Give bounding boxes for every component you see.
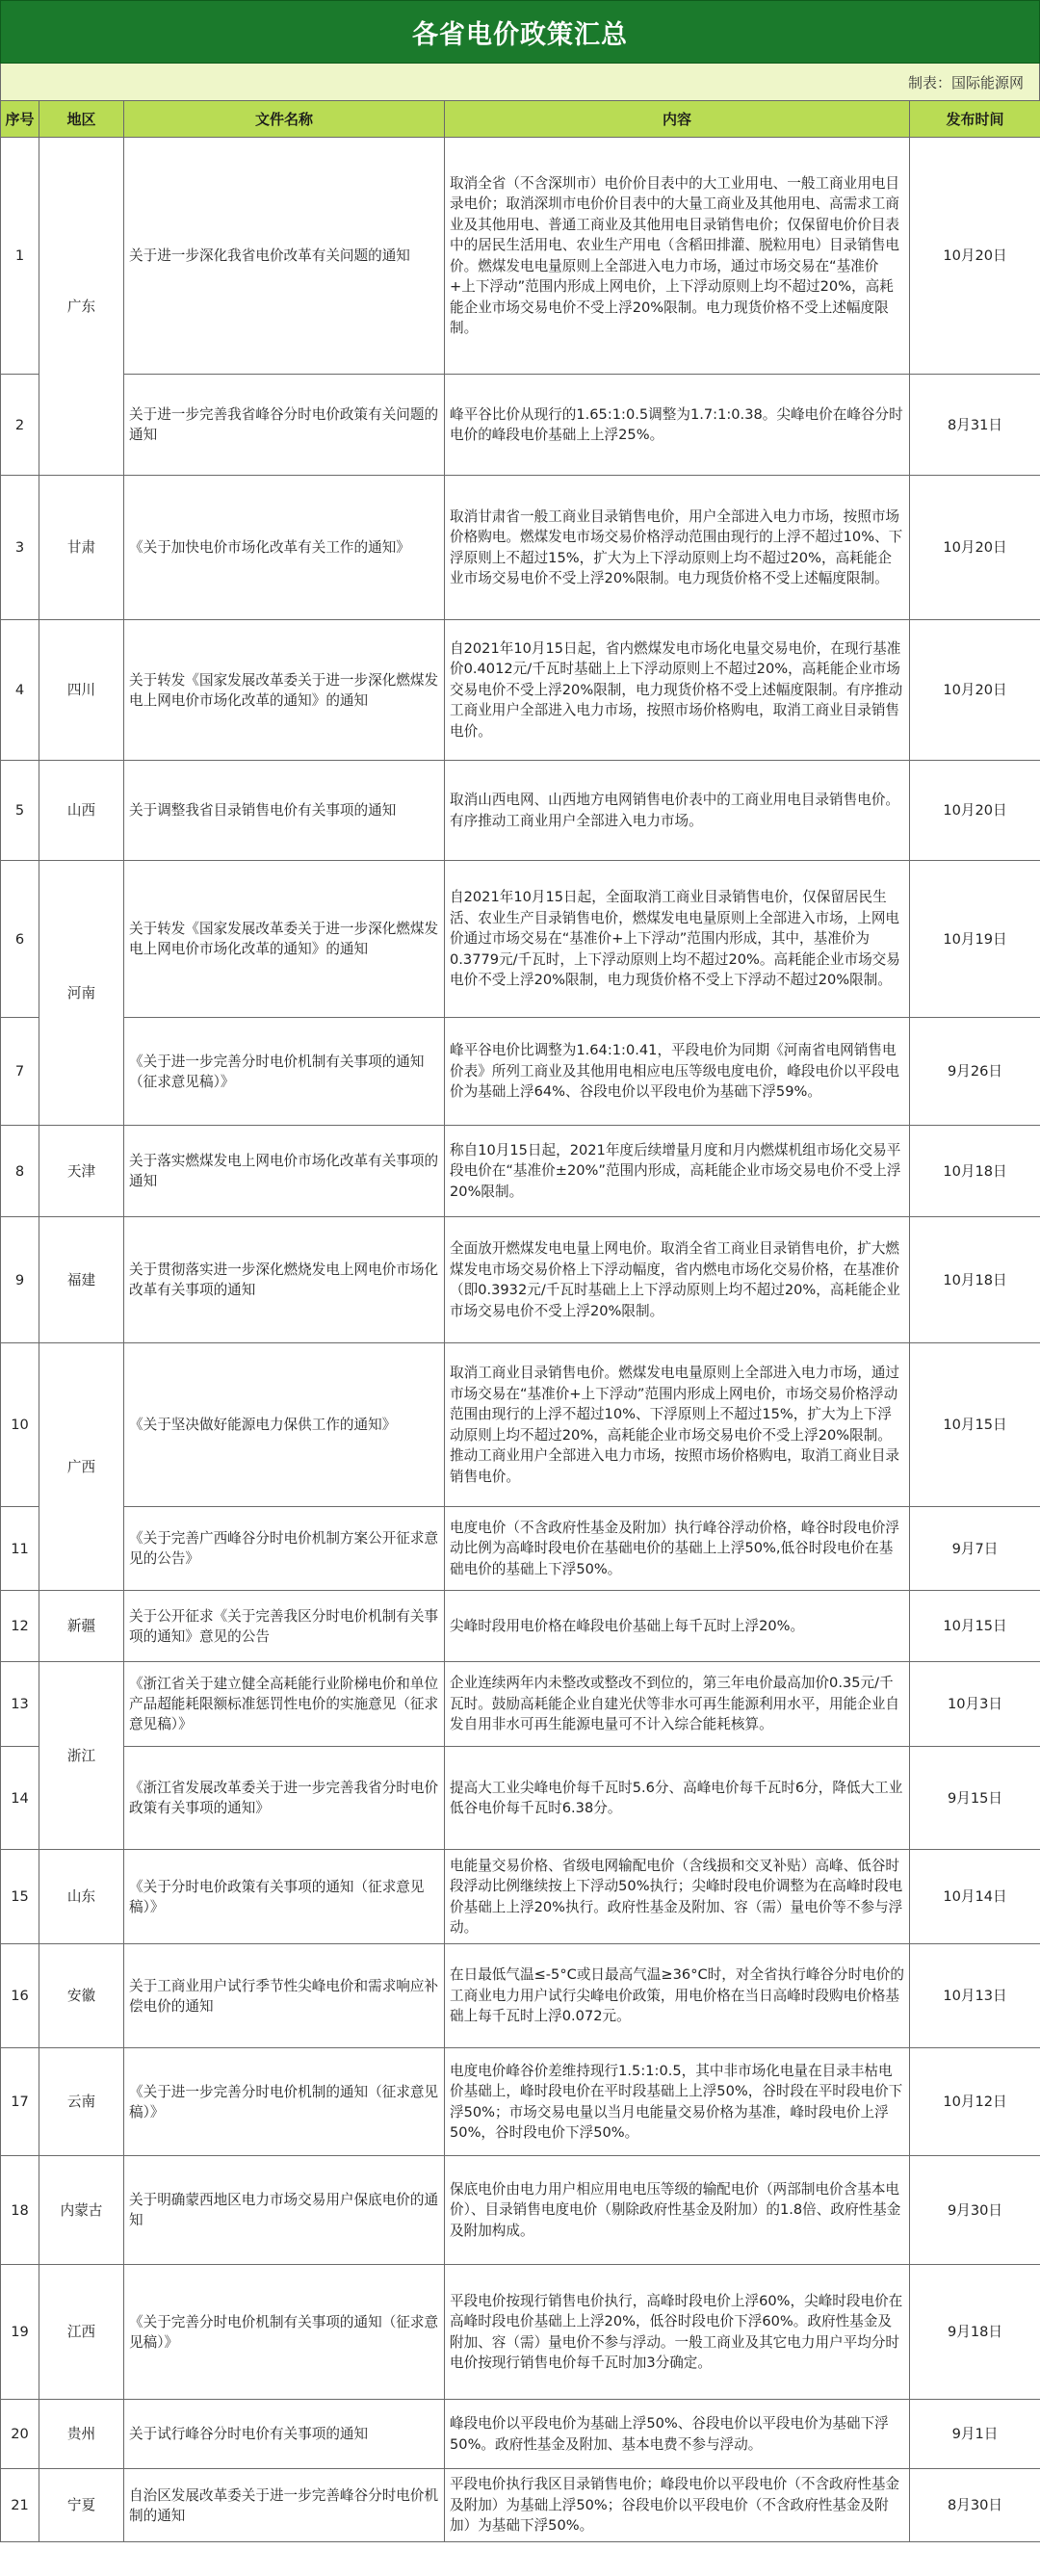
policy-content: 峰段电价以平段电价为基础上浮50%、谷段电价以平段电价为基础下浮50%。政府性基金及附加、基本电费不参与浮动。 — [445, 2400, 910, 2469]
region-cell: 安徽 — [39, 1944, 124, 2048]
region-cell: 福建 — [39, 1217, 124, 1343]
file-name: 《关于分时电价政策有关事项的通知（征求意见稿）》 — [124, 1850, 445, 1944]
row-no: 2 — [1, 375, 39, 476]
table-maker-note — [0, 64, 1040, 100]
table-row — [1, 1747, 1040, 1850]
row-no: 1 — [1, 138, 39, 375]
publish-date: 10月20日 — [910, 761, 1040, 861]
region-cell: 新疆 — [39, 1591, 124, 1662]
file-name: 《关于进一步完善分时电价机制的通知（征求意见稿）》 — [124, 2048, 445, 2156]
row-no: 16 — [1, 1944, 39, 2048]
file-name: 关于公开征求《关于完善我区分时电价机制有关事项的通知》意见的公告 — [124, 1591, 445, 1662]
region-cell: 贵州 — [39, 2400, 124, 2469]
row-no: 17 — [1, 2048, 39, 2156]
row-no: 15 — [1, 1850, 39, 1944]
region-cell: 甘肃 — [39, 476, 124, 620]
publish-date: 10月13日 — [910, 1944, 1040, 2048]
policy-content: 峰平谷比价从现行的1.65:1:0.5调整为1.7:1:0.38。尖峰电价在峰谷分时电价的峰段电价基础上上浮25%。 — [445, 375, 910, 476]
publish-date: 9月1日 — [910, 2400, 1040, 2469]
table-row — [1, 620, 1040, 761]
publish-date: 8月31日 — [910, 375, 1040, 476]
row-no: 21 — [1, 2469, 39, 2542]
publish-date: 10月20日 — [910, 476, 1040, 620]
table-row — [1, 761, 1040, 861]
file-name: 《关于完善广西峰谷分时电价机制方案公开征求意见的公告》 — [124, 1507, 445, 1591]
policy-content: 峰平谷电价比调整为1.64:1:0.41，平段电价为同期《河南省电网销售电价表》所列工商业及其他用电相应电压等级电度电价，峰段电价以平段电价为基础上浮64%、谷段电价以平段电价为基础下浮59%。 — [445, 1018, 910, 1126]
row-no: 10 — [1, 1343, 39, 1507]
table-row — [1, 375, 1040, 476]
file-name: 《关于加快电价市场化改革有关工作的通知》 — [124, 476, 445, 620]
policy-content: 称自10月15日起，2021年度后续增量月度和月内燃煤机组市场化交易平段电价在“基准价±20%”范围内形成，高耗能企业市场交易电价不受上浮20%限制。 — [445, 1126, 910, 1217]
file-name: 关于明确蒙西地区电力市场交易用户保底电价的通知 — [124, 2156, 445, 2265]
table-header-row — [1, 101, 1040, 138]
table-row — [1, 1217, 1040, 1343]
region-cell: 山东 — [39, 1850, 124, 1944]
region-cell: 天津 — [39, 1126, 124, 1217]
file-name: 《浙江省关于建立健全高耗能行业阶梯电价和单位产品超能耗限额标准惩罚性电价的实施意见（征求意见稿）》 — [124, 1662, 445, 1747]
publish-date: 9月26日 — [910, 1018, 1040, 1126]
file-name: 关于工商业用户试行季节性尖峰电价和需求响应补偿电价的通知 — [124, 1944, 445, 2048]
region-cell: 宁夏 — [39, 2469, 124, 2542]
policy-content: 电度电价峰谷价差维持现行1.5:1:0.5，其中非市场化电量在目录丰枯电价基础上，峰时段电价在平时段基础上上浮50%，谷时段在平时段电价下浮50%；市场交易电量以当月电能量交易价格为基准，峰时段电价上浮50%，谷时段电价下浮50%。 — [445, 2048, 910, 2156]
row-no: 18 — [1, 2156, 39, 2265]
file-name: 关于贯彻落实进一步深化燃烧发电上网电价市场化改革有关事项的通知 — [124, 1217, 445, 1343]
page-title: 各省电价政策汇总 — [0, 0, 1040, 64]
header-region: 地区 — [39, 101, 124, 138]
row-no: 11 — [1, 1507, 39, 1591]
row-no: 19 — [1, 2265, 39, 2400]
row-no: 4 — [1, 620, 39, 761]
row-no: 20 — [1, 2400, 39, 2469]
policy-content: 电能量交易价格、省级电网输配电价（含线损和交叉补贴）高峰、低谷时段浮动比例继续按上下浮动50%执行；尖峰时段电价调整为在高峰时段电价基础上上浮20%执行。政府性基金及附加、容（需）量电价等不参与浮动。 — [445, 1850, 910, 1944]
table-row — [1, 1507, 1040, 1591]
file-name: 关于转发《国家发展改革委关于进一步深化燃煤发电上网电价市场化改革的通知》的通知 — [124, 861, 445, 1018]
policy-content: 保底电价由电力用户相应用电电压等级的输配电价（两部制电价含基本电价）、目录销售电度电价（剔除政府性基金及附加）的1.8倍、政府性基金及附加构成。 — [445, 2156, 910, 2265]
region-cell: 浙江 — [39, 1662, 124, 1850]
publish-date: 10月19日 — [910, 861, 1040, 1018]
publish-date: 9月15日 — [910, 1747, 1040, 1850]
file-name: 《关于坚决做好能源电力保供工作的通知》 — [124, 1343, 445, 1507]
publish-date: 10月20日 — [910, 620, 1040, 761]
policy-content: 取消山西电网、山西地方电网销售电价表中的工商业用电目录销售电价。有序推动工商业用户全部进入电力市场。 — [445, 761, 910, 861]
policy-content: 尖峰时段用电价格在峰段电价基础上每千瓦时上浮20%。 — [445, 1591, 910, 1662]
row-no: 3 — [1, 476, 39, 620]
policy-content: 自2021年10月15日起，全面取消工商业目录销售电价，仅保留居民生活、农业生产目录销售电价，燃煤发电电量原则上全部进入市场，上网电价通过市场交易在“基准价+上下浮动”范围内形成，其中，基准价为0.3779元/千瓦时，上下浮动原则上均不超过20%。高耗能企业市场交易电价不受上浮20%限制，电力现货价格不受上下浮动不超过20%限制。 — [445, 861, 910, 1018]
region-cell: 内蒙古 — [39, 2156, 124, 2265]
policy-content: 电度电价（不含政府性基金及附加）执行峰谷浮动价格，峰谷时段电价浮动比例为高峰时段电价在基础电价的基础上上浮50%,低谷时段电价在基础电价的基础上下浮50%。 — [445, 1507, 910, 1591]
policy-content: 自2021年10月15日起，省内燃煤发电市场化电量交易电价，在现行基准价0.4012元/千瓦时基础上上下浮动原则上不超过20%，高耗能企业市场交易电价不受上浮20%限制，电力现货价格不受上述幅度限制。有序推动工商业用户全部进入电力市场，按照市场价格购电，取消工商业目录销售电价。 — [445, 620, 910, 761]
policy-content: 取消全省（不含深圳市）电价价目表中的大工业用电、一般工商业用电目录电价；取消深圳市电价价目表中的大量工商业及其他用电、高需求工商业及其他用电、普通工商业及其他用电目录销售电价；仅保留电价价目表中的居民生活用电、农业生产用电（含稻田排灌、脱粒用电）目录销售电价。燃煤发电电量原则上全部进入电力市场，通过市场交易在“基准价+上下浮动”范围内形成上网电价，上下浮动原则上均不超过20%，高耗能企业市场交易电价不受上浮20%限制。电力现货价格不受上述幅度限制。 — [445, 138, 910, 375]
table-row — [1, 138, 1040, 375]
publish-date: 10月3日 — [910, 1662, 1040, 1747]
row-no: 9 — [1, 1217, 39, 1343]
region-cell: 山西 — [39, 761, 124, 861]
row-no: 14 — [1, 1747, 39, 1850]
publish-date: 10月14日 — [910, 1850, 1040, 1944]
publish-date: 10月15日 — [910, 1591, 1040, 1662]
region-cell: 河南 — [39, 861, 124, 1126]
row-no: 6 — [1, 861, 39, 1018]
row-no: 13 — [1, 1662, 39, 1747]
policy-content: 取消工商业目录销售电价。燃煤发电电量原则上全部进入电力市场，通过市场交易在“基准价+上下浮动”范围内形成上网电价，市场交易价格浮动范围由现行的上浮不超过10%、下浮原则上不超过15%，扩大为上下浮动原则上均不超过20%，高耗能企业市场交易电价不受上浮20%限制。推动工商业用户全部进入电力市场，按照市场价格购电，取消工商业目录销售电价。 — [445, 1343, 910, 1507]
table-row — [1, 2400, 1040, 2469]
table-row — [1, 1662, 1040, 1747]
table-row — [1, 1850, 1040, 1944]
file-name: 关于转发《国家发展改革委关于进一步深化燃煤发电上网电价市场化改革的通知》的通知 — [124, 620, 445, 761]
table-row — [1, 1944, 1040, 2048]
row-no: 7 — [1, 1018, 39, 1126]
table-row — [1, 2469, 1040, 2542]
publish-date: 9月18日 — [910, 2265, 1040, 2400]
header-file-name: 文件名称 — [124, 101, 445, 138]
file-name: 《关于进一步完善分时电价机制有关事项的通知（征求意见稿）》 — [124, 1018, 445, 1126]
table-row — [1, 2265, 1040, 2400]
file-name: 《关于完善分时电价机制有关事项的通知（征求意见稿）》 — [124, 2265, 445, 2400]
region-cell: 四川 — [39, 620, 124, 761]
publish-date: 8月30日 — [910, 2469, 1040, 2542]
policy-content: 企业连续两年内未整改或整改不到位的，第三年电价最高加价0.35元/千瓦时。鼓励高耗能企业自建光伏等非水可再生能源利用水平，用能企业自发自用非水可再生能源电量可不计入综合能耗核算。 — [445, 1662, 910, 1747]
maker-text: 制表：国际能源网 — [907, 73, 1024, 91]
table-row — [1, 1018, 1040, 1126]
file-name: 关于落实燃煤发电上网电价市场化改革有关事项的通知 — [124, 1126, 445, 1217]
file-name: 《浙江省发展改革委关于进一步完善我省分时电价政策有关事项的通知》 — [124, 1747, 445, 1850]
policy-table — [0, 100, 1040, 2542]
policy-content: 全面放开燃煤发电电量上网电价。取消全省工商业目录销售电价，扩大燃煤发电市场交易价格上下浮动幅度，省内燃电市场化交易价格，在基准价（即0.3932元/千瓦时基础上上下浮动原则上均不超过20%，高耗能企业市场交易电价不受上浮20%限制。 — [445, 1217, 910, 1343]
table-row — [1, 476, 1040, 620]
publish-date: 10月15日 — [910, 1343, 1040, 1507]
header-date: 发布时间 — [910, 101, 1040, 138]
publish-date: 10月18日 — [910, 1217, 1040, 1343]
file-name: 关于试行峰谷分时电价有关事项的通知 — [124, 2400, 445, 2469]
policy-content: 取消甘肃省一般工商业目录销售电价，用户全部进入电力市场，按照市场价格购电。燃煤发电市场交易价格浮动范围由现行的上浮不超过10%、下浮原则上不超过15%，扩大为上下浮动原则上均不超过20%，高耗能企业市场交易电价不受上浮20%限制。电力现货价格不受上述幅度限制。 — [445, 476, 910, 620]
table-row — [1, 1591, 1040, 1662]
row-no: 8 — [1, 1126, 39, 1217]
row-no: 12 — [1, 1591, 39, 1662]
header-content: 内容 — [445, 101, 910, 138]
table-row — [1, 1343, 1040, 1507]
policy-content: 平段电价执行我区目录销售电价；峰段电价以平段电价（不含政府性基金及附加）为基础上浮50%；谷段电价以平段电价（不含政府性基金及附加）为基础下浮50%。 — [445, 2469, 910, 2542]
table-row — [1, 2156, 1040, 2265]
header-no: 序号 — [1, 101, 39, 138]
file-name: 关于调整我省目录销售电价有关事项的通知 — [124, 761, 445, 861]
publish-date: 10月12日 — [910, 2048, 1040, 2156]
publish-date: 9月7日 — [910, 1507, 1040, 1591]
publish-date: 9月30日 — [910, 2156, 1040, 2265]
table-row — [1, 2048, 1040, 2156]
policy-content: 在日最低气温≤-5°C或日最高气温≥36°C时，对全省执行峰谷分时电价的工商业电力用户试行尖峰电价政策，用电价格在当日高峰时段购电价格基础上每千瓦时上浮0.072元。 — [445, 1944, 910, 2048]
file-name: 关于进一步深化我省电价改革有关问题的通知 — [124, 138, 445, 375]
region-cell: 广东 — [39, 138, 124, 476]
row-no: 5 — [1, 761, 39, 861]
region-cell: 广西 — [39, 1343, 124, 1591]
region-cell: 云南 — [39, 2048, 124, 2156]
file-name: 自治区发展改革委关于进一步完善峰谷分时电价机制的通知 — [124, 2469, 445, 2542]
table-row — [1, 1126, 1040, 1217]
table-row — [1, 861, 1040, 1018]
region-cell: 江西 — [39, 2265, 124, 2400]
file-name: 关于进一步完善我省峰谷分时电价政策有关问题的通知 — [124, 375, 445, 476]
publish-date: 10月18日 — [910, 1126, 1040, 1217]
publish-date: 10月20日 — [910, 138, 1040, 375]
policy-content: 提高大工业尖峰电价每千瓦时5.6分、高峰电价每千瓦时6分，降低大工业低谷电价每千瓦时6.38分。 — [445, 1747, 910, 1850]
policy-content: 平段电价按现行销售电价执行，高峰时段电价上浮60%，尖峰时段电价在高峰时段电价基础上上浮20%，低谷时段电价下浮60%。政府性基金及附加、容（需）量电价不参与浮动。一般工商业及其它电力用户平均分时电价按现行销售电价每千瓦时加3分确定。 — [445, 2265, 910, 2400]
